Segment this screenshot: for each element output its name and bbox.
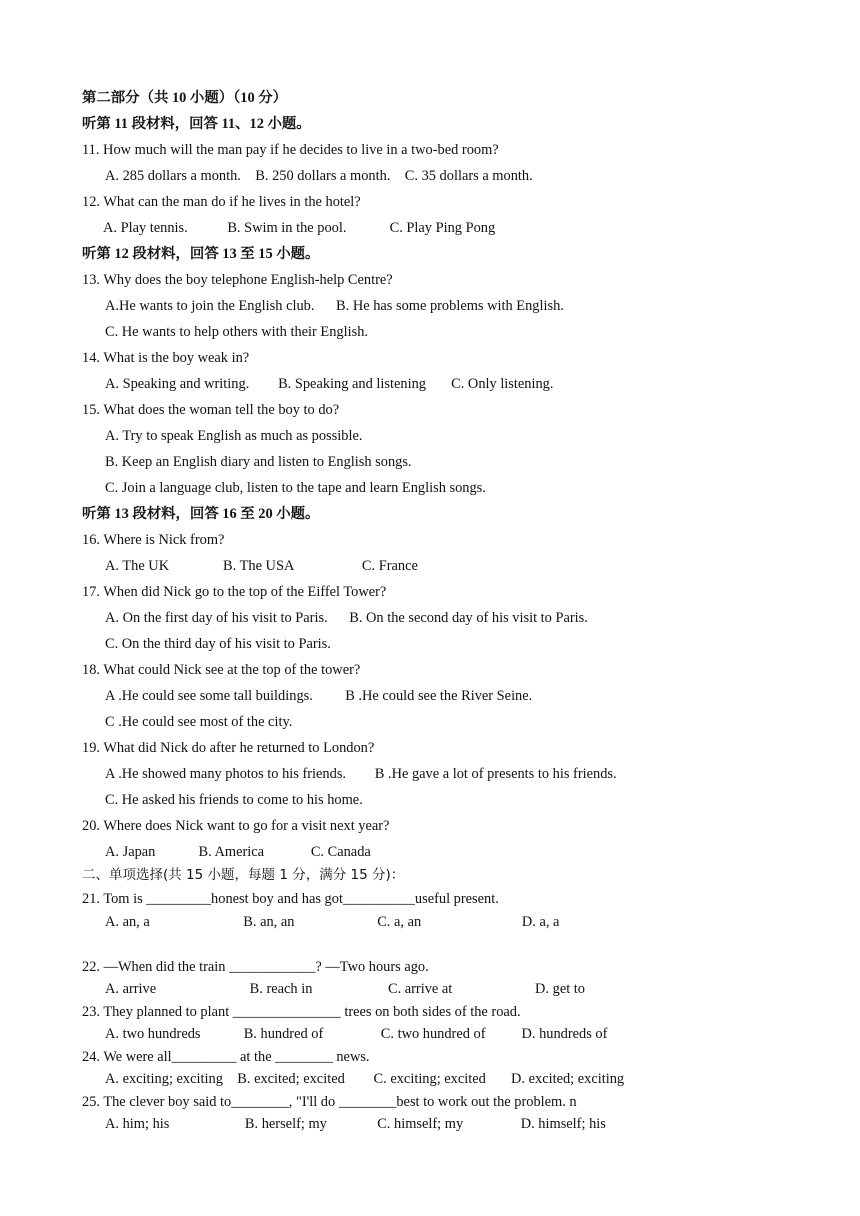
options-22: A. arrive B. reach in C. arrive at D. get to	[105, 981, 585, 997]
question-17: 17. When did Nick go to the top of the Eiffel Tower?	[82, 584, 387, 600]
options-25: A. him; his B. herself; my C. himself; my D. himself; his	[105, 1116, 606, 1132]
listening-instruction: 听第 13 段材料，回答 16 至 20 小题。	[82, 506, 320, 522]
question-21: 21. Tom is _________honest boy and has got__________useful present.	[82, 891, 499, 907]
section-heading: 第二部分（共 10 小题）（10 分）	[82, 90, 288, 106]
options-13: A.He wants to join the English club. B. He has some problems with English.	[105, 298, 564, 314]
options-21: A. an, a B. an, an C. a, an D. a, a	[105, 914, 560, 930]
listening-instruction: 听第 11 段材料，回答 11、12 小题。	[82, 116, 311, 132]
question-15: 15. What does the woman tell the boy to do?	[82, 402, 340, 418]
options-18: C .He could see most of the city.	[105, 714, 293, 730]
options-19: C. He asked his friends to come to his home.	[105, 792, 363, 808]
options-19: A .He showed many photos to his friends. B .He gave a lot of presents to his friends.	[105, 766, 617, 782]
question-19: 19. What did Nick do after he returned to London?	[82, 740, 375, 756]
question-22: 22. —When did the train ____________? —Two hours ago.	[82, 959, 429, 975]
question-18: 18. What could Nick see at the top of the tower?	[82, 662, 361, 678]
question-12: 12. What can the man do if he lives in the hotel?	[82, 194, 361, 210]
question-25: 25. The clever boy said to________, "I'll do ________best to work out the problem. n	[82, 1094, 577, 1110]
options-17: C. On the third day of his visit to Paris.	[105, 636, 331, 652]
options-15: A. Try to speak English as much as possible.	[105, 428, 363, 444]
options-15: B. Keep an English diary and listen to English songs.	[105, 454, 412, 470]
question-20: 20. Where does Nick want to go for a visit next year?	[82, 818, 390, 834]
options-15: C. Join a language club, listen to the tape and learn English songs.	[105, 480, 486, 496]
question-16: 16. Where is Nick from?	[82, 532, 225, 548]
options-14: A. Speaking and writing. B. Speaking and listening C. Only listening.	[105, 376, 554, 392]
question-11: 11. How much will the man pay if he decides to live in a two-bed room?	[82, 142, 499, 158]
options-23: A. two hundreds B. hundred of C. two hundred of D. hundreds of	[105, 1026, 608, 1042]
question-23: 23. They planned to plant _______________ trees on both sides of the road.	[82, 1004, 521, 1020]
options-20: A. Japan B. America C. Canada	[105, 844, 371, 860]
listening-instruction: 听第 12 段材料，回答 13 至 15 小题。	[82, 246, 320, 262]
options-12: A. Play tennis. B. Swim in the pool. C. Play Ping Pong	[103, 220, 496, 236]
options-18: A .He could see some tall buildings. B .He could see the River Seine.	[105, 688, 533, 704]
section-heading: 二、单项选择(共 15 小题，每题 1 分，满分 15 分)：	[82, 867, 405, 883]
options-11: A. 285 dollars a month. B. 250 dollars a month. C. 35 dollars a month.	[105, 168, 533, 184]
options-24: A. exciting; exciting B. excited; excited C. exciting; excited D. excited; exciting	[105, 1071, 625, 1087]
options-16: A. The UK B. The USA C. France	[105, 558, 418, 574]
question-24: 24. We were all_________ at the ________ news.	[82, 1049, 370, 1065]
options-17: A. On the first day of his visit to Paris. B. On the second day of his visit to Paris.	[105, 610, 588, 626]
question-14: 14. What is the boy weak in?	[82, 350, 250, 366]
question-13: 13. Why does the boy telephone English-help Centre?	[82, 272, 393, 288]
options-13: C. He wants to help others with their English.	[105, 324, 368, 340]
